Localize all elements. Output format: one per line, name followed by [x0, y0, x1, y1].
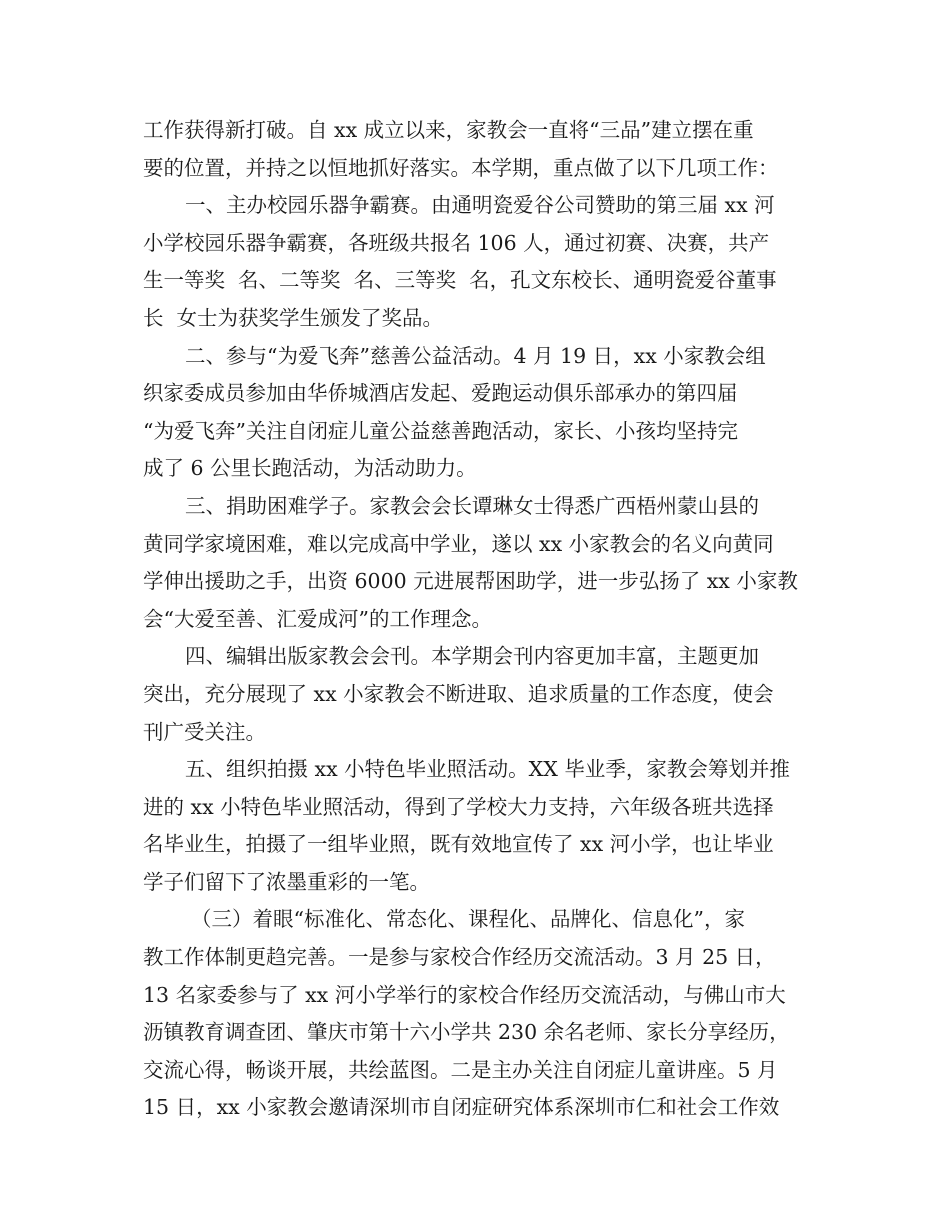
body-text	[143, 112, 809, 1127]
section-heading-line: 三、捐助困难学子。家教会会长谭琳女士得悉广西梧州蒙山县的	[185, 493, 759, 518]
text-line: 学子们留下了浓墨重彩的一笔。	[143, 869, 430, 894]
text-line: 长 女士为获奖学生颁发了奖品。	[143, 305, 444, 330]
text-line: 刊广受关注。	[143, 719, 266, 744]
text-line: 工作获得新打破。自 xx 成立以来，家教会一直将“三品”建立摆在重	[143, 118, 754, 142]
text-line: 生一等奖 名、二等奖 名、三等奖 名，孔文东校长、通明瓷爱谷董事	[143, 268, 777, 293]
text-line: 小学校园乐器争霸赛，各班级共报名 106 人，通过初赛、决赛，共产	[143, 230, 770, 255]
text-line: 要的位置，并持之以恒地抓好落实。本学期，重点做了以下几项工作：	[143, 155, 779, 180]
text-line: 进的 xx 小特色毕业照活动，得到了学校大力支持，六年级各班共选择	[143, 794, 774, 819]
text-line: 名毕业生，拍摄了一组毕业照，既有效地宣传了 xx 河小学，也让毕业	[143, 832, 774, 857]
text-line: 学伸出援助之手，出资 6000 元进展帮困助学，进一步弘扬了 xx 小家教	[143, 569, 798, 594]
section-heading-line: （三）着眼“标准化、常态化、课程化、品牌化、信息化”，家	[191, 907, 745, 932]
text-line: 成了 6 公里长跑活动，为活动助力。	[143, 456, 477, 481]
section-heading-line: 五、组织拍摄 xx 小特色毕业照活动。XX 毕业季，家教会筹划并推	[185, 757, 790, 782]
text-line: 13 名家委参与了 xx 河小学举行的家校合作经历交流活动，与佛山市大	[143, 982, 786, 1007]
section-heading-line: 一、主办校园乐器争霸赛。由通明瓷爱谷公司赞助的第三届 xx 河	[185, 193, 775, 218]
text-line: 会“大爱至善、汇爱成河”的工作理念。	[143, 606, 492, 631]
text-line: 突出，充分展现了 xx 小家教会不断进取、追求质量的工作态度，使会	[143, 681, 774, 706]
text-line: 15 日，xx 小家教会邀请深圳市自闭症研究体系深圳市仁和社会工作效	[143, 1095, 780, 1120]
text-line: 织家委成员参加由华侨城酒店发起、爱跑运动俱乐部承办的第四届	[143, 381, 738, 406]
text-line: 黄同学家境困难，难以完成高中学业，遂以 xx 小家教会的名义向黄同	[143, 531, 774, 556]
text-line: 沥镇教育调查团、肇庆市第十六小学共 230 余名老师、家长分享经历，	[143, 1020, 790, 1045]
section-heading-line: 四、编辑出版家教会会刊。本学期会刊内容更加丰富，主题更加	[185, 644, 759, 669]
section-heading-line: 二、参与“为爱飞奔”慈善公益活动。4 月 19 日，xx 小家教会组	[185, 343, 766, 368]
text-line: 交流心得，畅谈开展，共绘蓝图。二是主办关注自闭症儿童讲座。5 月	[143, 1057, 778, 1082]
text-line: 教工作体制更趋完善。一是参与家校合作经历交流活动。3 月 25 日，	[143, 945, 776, 970]
text-line: “为爱飞奔”关注自闭症儿童公益慈善跑活动，家长、小孩均坚持完	[143, 418, 738, 443]
